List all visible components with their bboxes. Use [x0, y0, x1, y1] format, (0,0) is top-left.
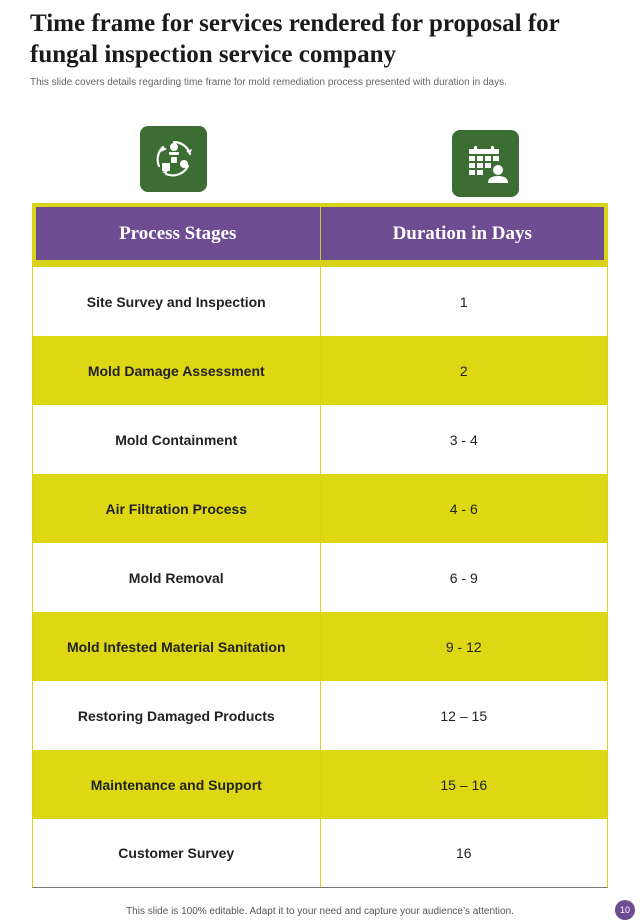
- stage-cell: Mold Containment: [115, 431, 238, 448]
- stage-cell: Site Survey and Inspection: [86, 293, 266, 310]
- table-row: [32, 474, 608, 543]
- page-title: Time frame for services rendered for proposal for fungal inspection service company: [30, 10, 560, 68]
- duration-cell: 3 - 4: [320, 405, 608, 474]
- stage-cell: Restoring Damaged Products: [77, 707, 275, 724]
- table-row: [32, 819, 608, 888]
- stage-cell: Maintenance and Support: [90, 776, 262, 793]
- stage-cell: Customer Survey: [118, 845, 235, 861]
- table-row: [32, 336, 608, 405]
- duration-cell: 6 - 9: [320, 543, 608, 612]
- duration-cell: 2: [320, 336, 608, 405]
- stage-cell: Mold Infested Material Sanitation: [66, 638, 286, 655]
- table-row: [32, 405, 608, 474]
- calendar-person-icon: [452, 130, 519, 197]
- stage-cell: Mold Removal: [128, 569, 224, 586]
- stage-cell: Mold Damage Assessment: [87, 362, 265, 379]
- duration-cell: 4 - 6: [320, 474, 608, 543]
- header-duration-days: Duration in Days: [320, 207, 605, 260]
- table-row: [32, 612, 608, 681]
- table-row: [32, 750, 608, 819]
- page-subtitle: This slide covers details regarding time frame for mold remediation process presented with duration in days.: [30, 77, 507, 88]
- table-row: [32, 267, 608, 336]
- cycle-process-icon: [140, 126, 207, 192]
- table-header: [32, 203, 608, 267]
- table-row: [32, 543, 608, 612]
- duration-cell: 16: [320, 819, 608, 887]
- page-number-badge: 10: [615, 900, 635, 920]
- table-row: [32, 681, 608, 750]
- duration-cell: 15 – 16: [320, 750, 608, 819]
- duration-cell: 12 – 15: [320, 681, 608, 750]
- duration-cell: 1: [320, 267, 608, 336]
- header-process-stages: Process Stages: [119, 222, 237, 244]
- timeframe-table: [32, 203, 608, 888]
- stage-cell: Air Filtration Process: [105, 500, 248, 517]
- footer-note: This slide is 100% editable. Adapt it to your need and capture your audience’s attention.: [126, 906, 514, 917]
- duration-cell: 9 - 12: [320, 612, 608, 681]
